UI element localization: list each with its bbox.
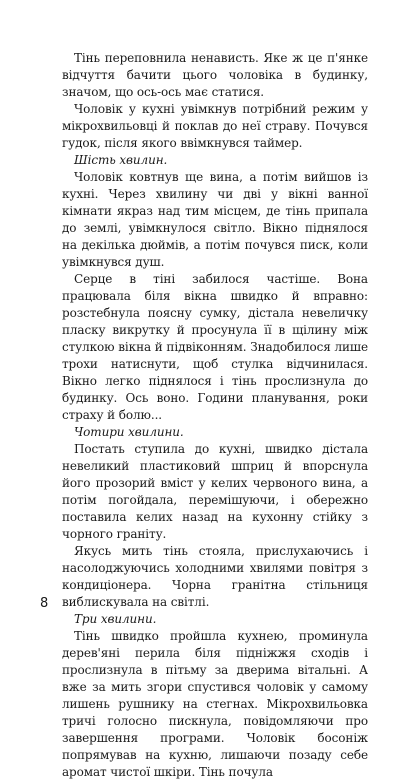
paragraph: Тінь швидко пройшла кухнею, проминула дерев'яні перила біля підніжжя сходів і прослизнула в пітьму за дверима вітальні. А вже за мить згори спустився чоловік у самому лишень рушнику на стегнах. Мікрохвильовка тричі голосно пискнула, повідомляючи про завершення програми. Чоловік босоніж попрямував на кухню, лишаючи позаду себе аромат чистої шкіри. Тінь почула [62,629,368,779]
paragraph: Чоловік ковтнув ще вина, а потім вийшов із кухні. Через хвилину чи дві у вікні ванної кімнати якраз над тим місцем, де тінь припала до землі, увімкнулося світло. Вікно піднялося на декілька дюймів, а потім почувся писк, коли увімкнувся душ. [62,170,368,269]
time-marker: Три хвилини. [74,612,157,626]
paragraph: Постать ступила до кухні, швидко дістала невеликий пластиковий шприц й впорснула його прозорий вміст у келих червоного вина, а потім погойдала, перемішуючи, і обережно поставила келих назад на кухонну стійку з чорного граніту. [62,442,368,541]
paragraph: Якусь мить тінь стояла, прислухаючись і насолоджуючись холодними хвилями повітря з кондиціонера. Чорна гранітна стільниця виблискувала на світлі. [62,544,368,609]
body-text [62,50,368,781]
paragraph: Тінь переповнила ненависть. Яке ж це п'янке відчуття бачити цього чоловіка в будинку, значом, що ось-ось має статися. [62,51,368,99]
time-marker: Чотири хвилини. [74,425,184,439]
page-number: 8 [40,596,49,611]
time-marker: Шість хвилин. [74,153,168,167]
paragraph: Чоловік у кухні увімкнув потрібний режим у мікрохвильовці й поклав до неї страву. Почувся гудок, після якого ввімкнувся таймер. [62,102,368,150]
paragraph: Серце в тіні забилося частіше. Вона працювала біля вікна швидко й вправно: розстебнула поясну сумку, дістала невеличку пласку викрутку й просунула її в щілину між стулкою вікна й підвіконням. Знадобилося лише трохи натиснути, щоб стулка відчинилася. Вікно легко піднялося і тінь прослизнула до будинку. Ось воно. Години планування, роки страху й болю... [62,272,368,422]
